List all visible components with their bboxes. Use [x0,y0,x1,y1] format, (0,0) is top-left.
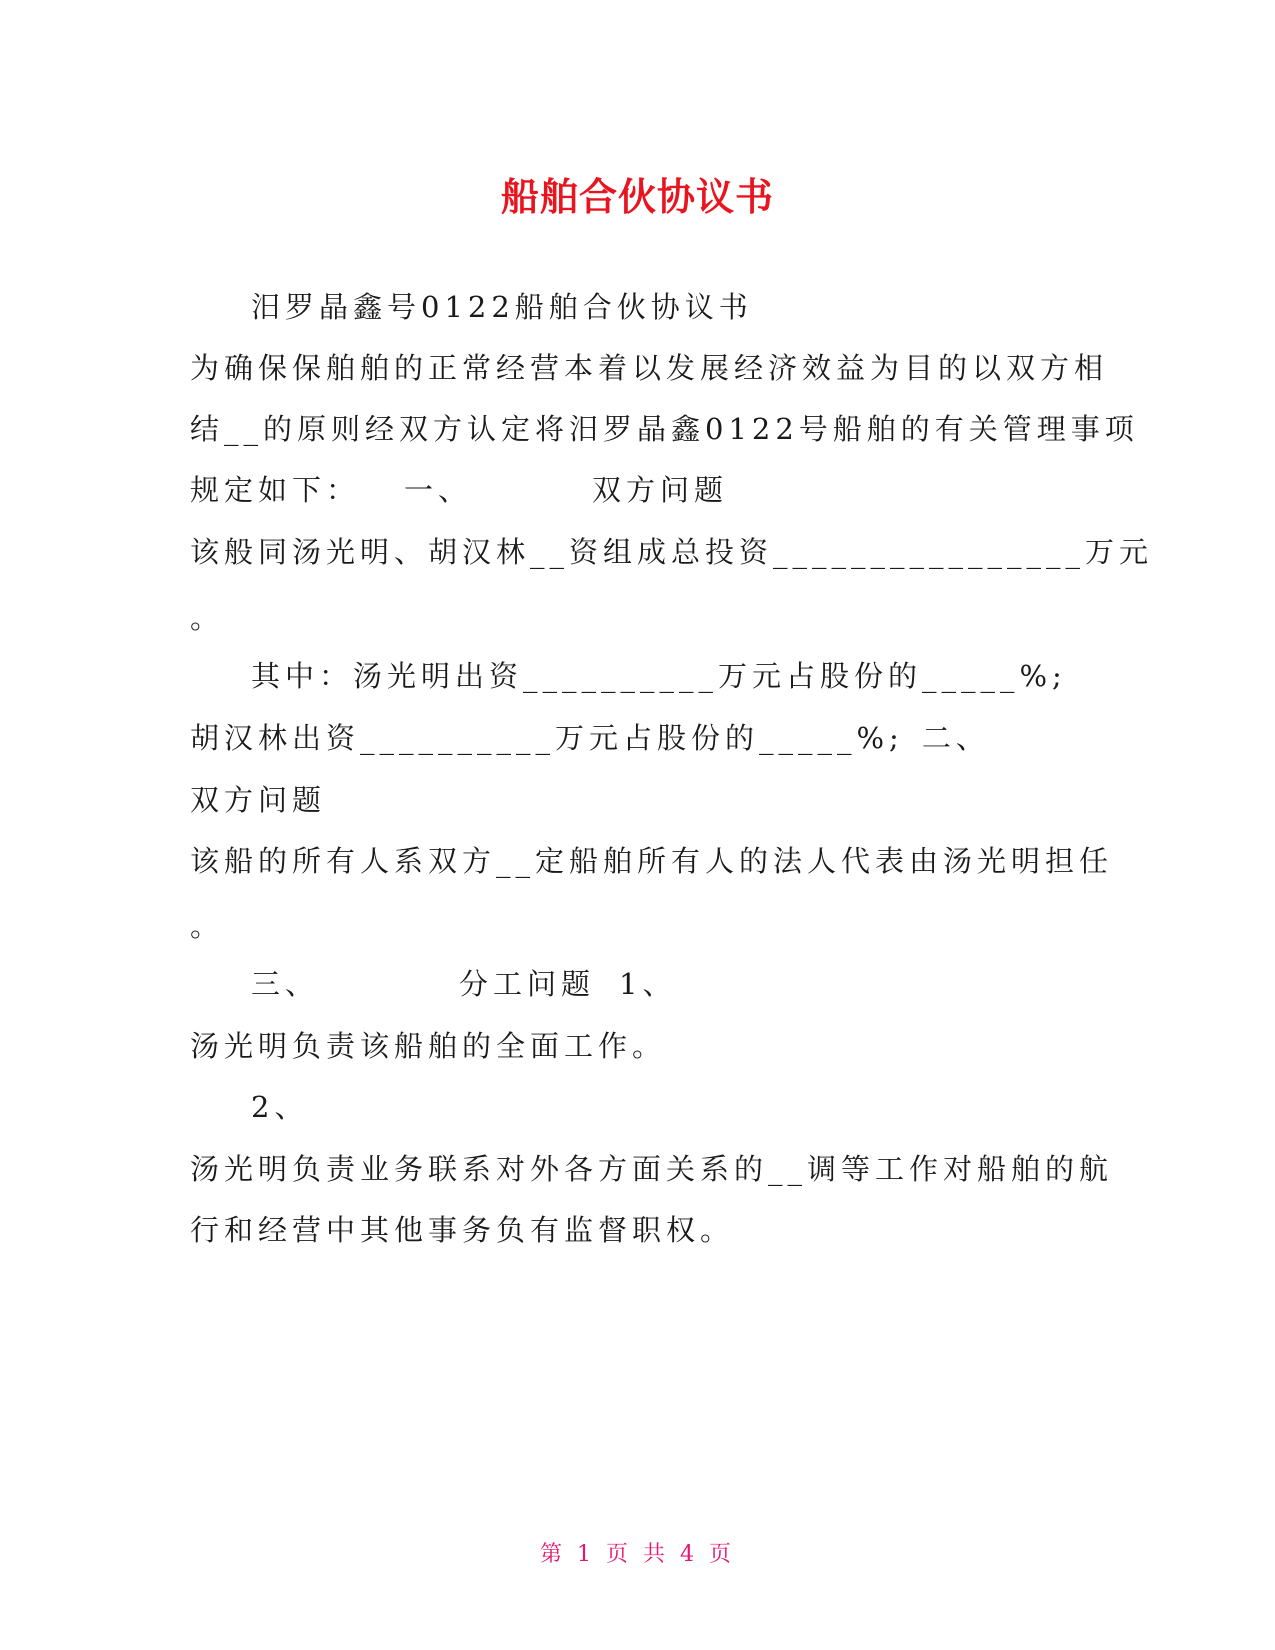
body-text: 胡汉林出资__________万元占股份的_____%; [190,721,904,755]
body-line: 行和经营中其他事务负有监督职权。 [190,1213,735,1247]
body-line: 。 [190,601,225,635]
body-line: 为确保保舶舶的正常经营本着以发展经济效益为目的以双方相 [190,351,1109,385]
body-line-row [190,720,990,756]
body-line: 汨罗晶鑫号0122船舶合伙协议书 [251,290,753,324]
body-line: 结__的原则经双方认定将汨罗晶鑫0122号船舶的有关管理事项 [190,412,1139,446]
section-heading: 双方问题 [592,473,729,507]
item-number: 2、 [251,1090,309,1124]
document-title: 船舶合伙协议书 [500,175,774,219]
body-line-row [190,472,728,508]
page-number-footer: 第 1 页 共 4 页 [540,1542,735,1567]
body-text: 规定如下： [190,473,361,507]
body-line: 其中：汤光明出资__________万元占股份的_____%; [251,659,1067,693]
item-number: 1、 [619,967,677,1001]
section-heading: 分工问题 [459,967,596,1001]
body-line: 汤光明负责业务联系对外各方面关系的__调等工作对船舶的航 [190,1152,1114,1186]
section-number: 一、 [404,473,473,507]
section-number: 三、 [251,967,320,1001]
body-line-row [251,966,676,1002]
body-line: 该般同汤光明、胡汉林__资组成总投资________________万元 [190,535,1154,569]
body-line: 该船的所有人系双方__定船舶所有人的法人代表由汤光明担任 [190,844,1114,878]
section-heading: 双方问题 [190,783,327,817]
body-line: 。 [190,909,225,943]
section-number: 二、 [921,721,990,755]
body-line: 汤光明负责该船舶的全面工作。 [190,1029,667,1063]
